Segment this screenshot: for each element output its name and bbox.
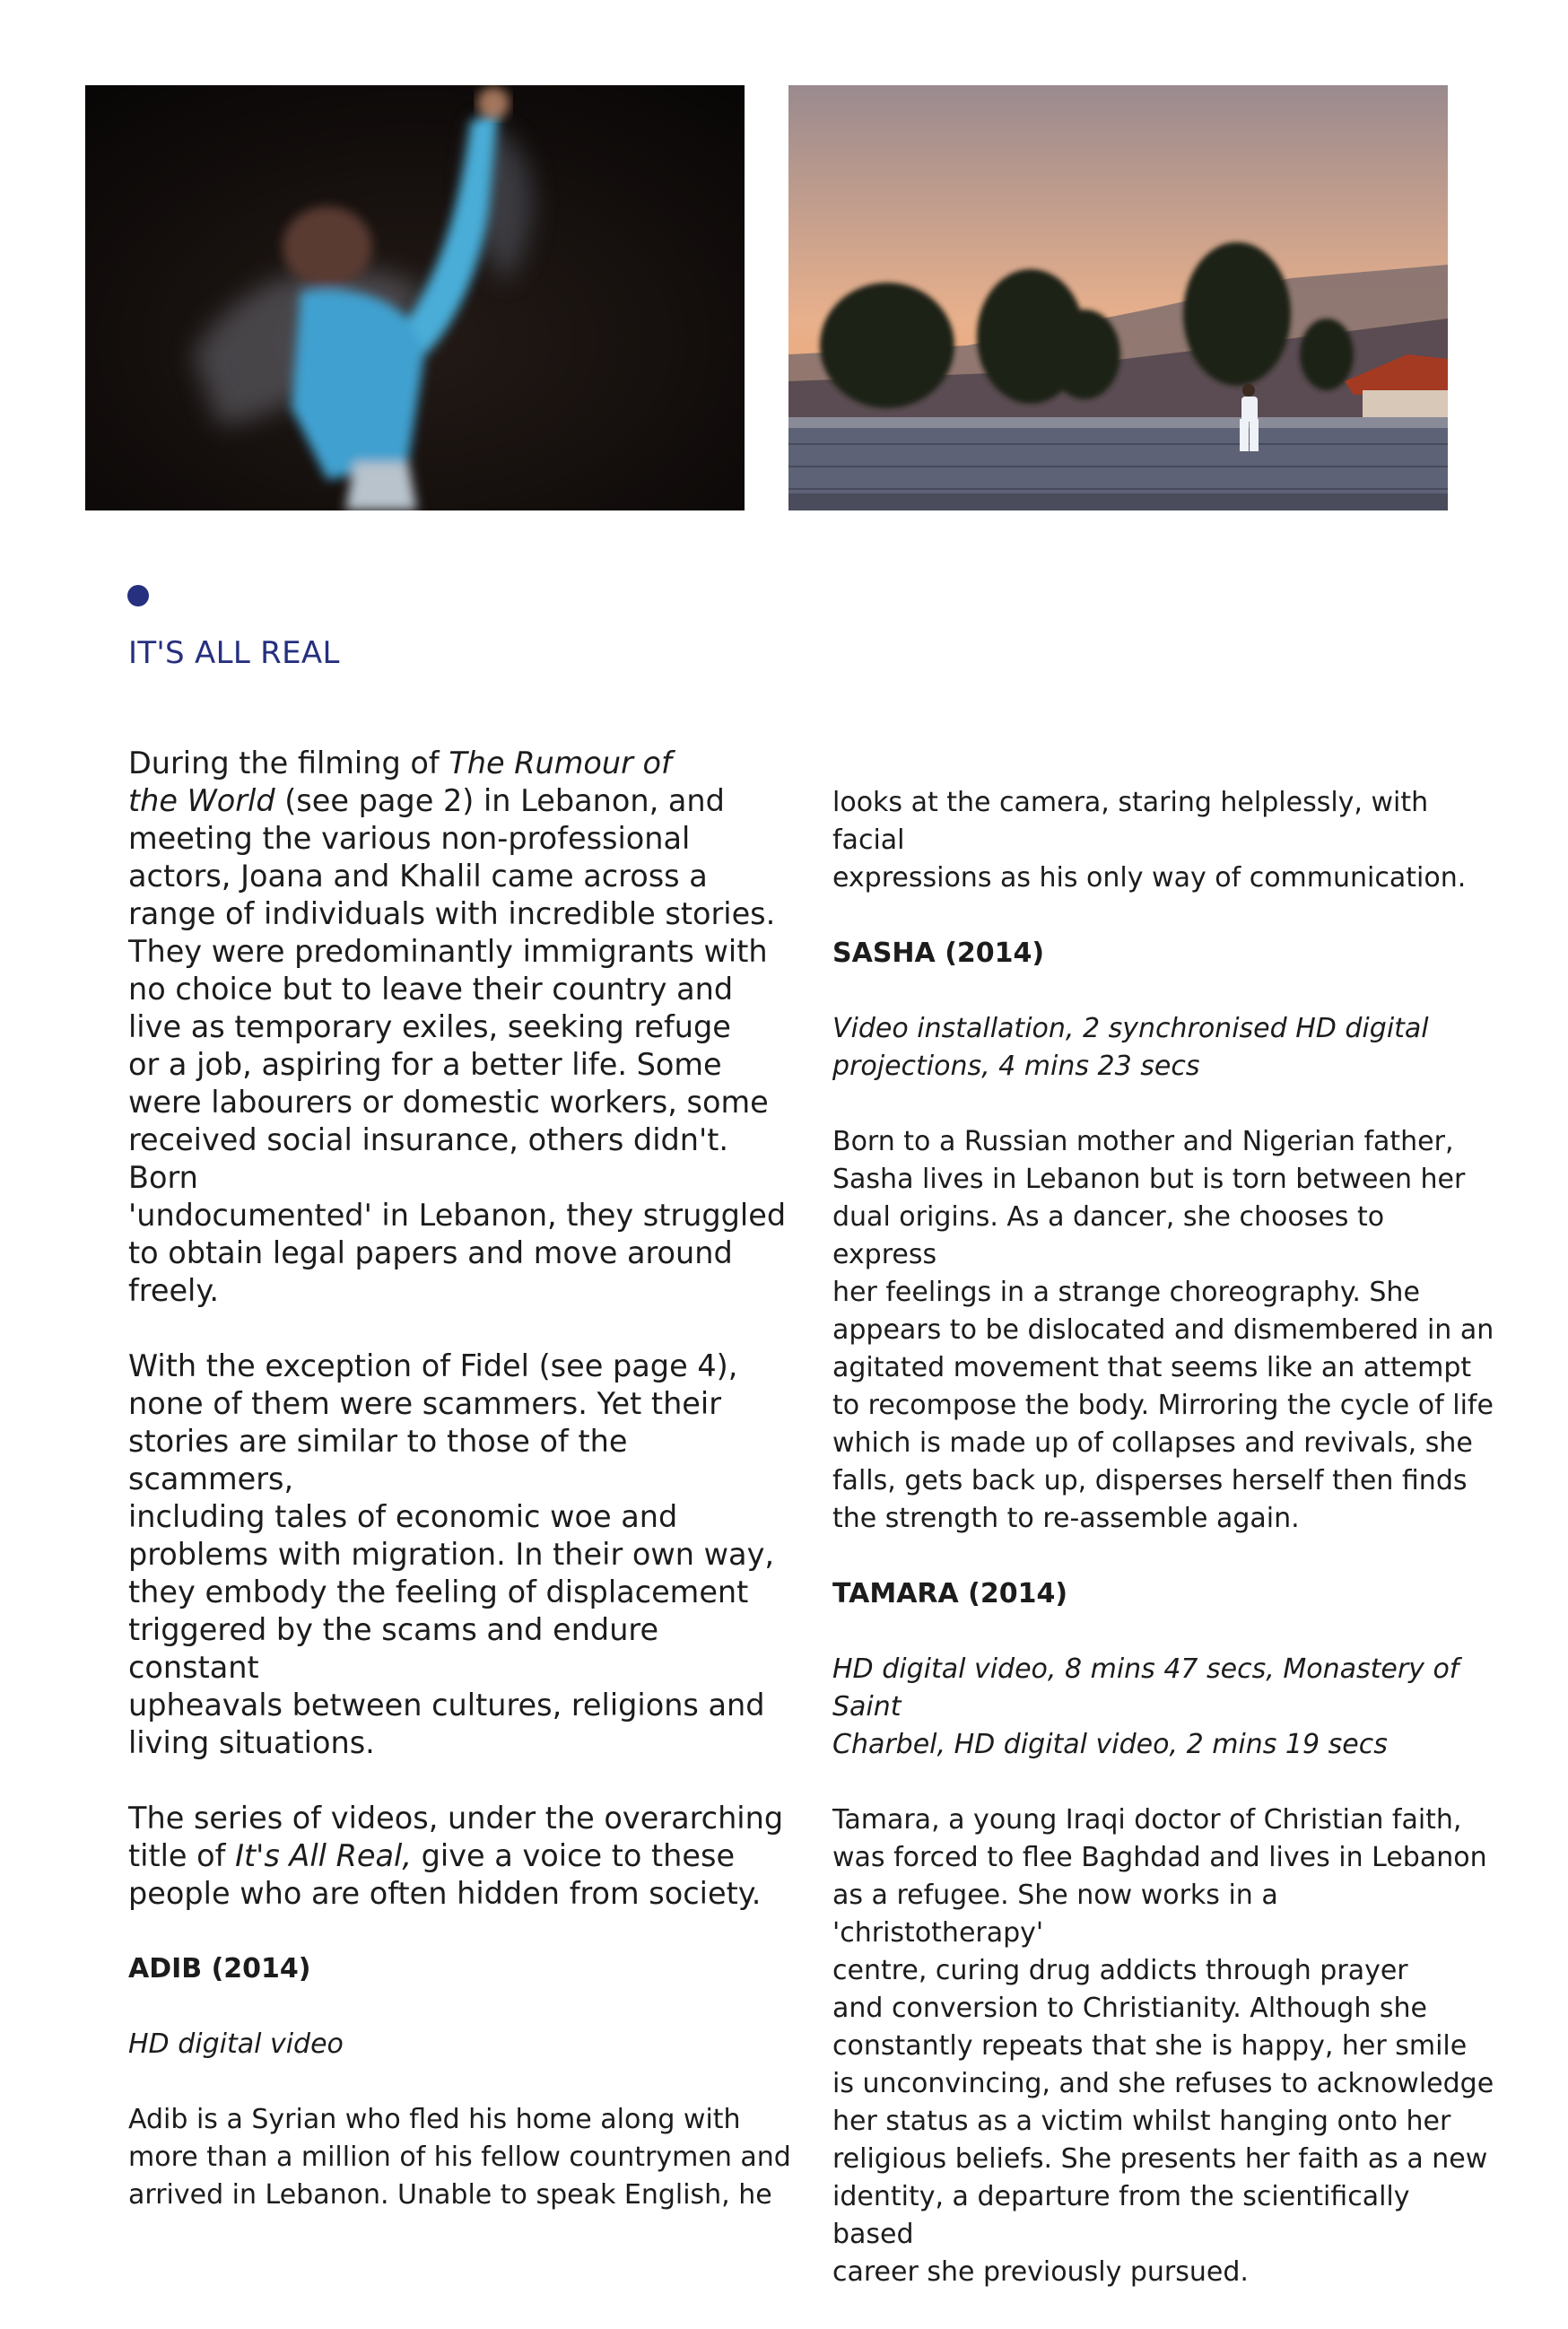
- adib-text: Adib is a Syrian who fled his home along with more than a million of his fellow countrymen and arrived in Lebanon. Unable to speak English, he: [128, 2104, 791, 2211]
- intro-paragraph-3: The series of videos, under the overarching title of It's All Real, give a voice to these people who are often hidden from society.: [128, 1801, 784, 1911]
- film-title: The Rumour of the World: [128, 746, 672, 818]
- tamara-medium: HD digital video, 8 mins 47 secs, Monastery of Saint Charbel, HD digital video, 2 mins 19 secs: [832, 1653, 1459, 1760]
- sasha-medium: Video installation, 2 synchronised HD digital projections, 4 mins 23 secs: [832, 1013, 1429, 1082]
- left-column: [128, 745, 792, 2252]
- tamara-text: Tamara, a young Iraqi doctor of Christian faith, was forced to flee Baghdad and lives in Lebanon as a refugee. She now works in a 'christotherapy' centre, curing drug addicts through prayer and conversion to Christianity. Although she constantly repeats that she is happy, her smile is unconvincing, and she refuses to acknowledge her status as a victim whilst hanging onto her religious beliefs. She presents her faith as a new identity, a departure from the scientifically based career she previously pursued.: [832, 1804, 1494, 2288]
- series-title: It's All Real,: [235, 1838, 412, 1873]
- sunset-landscape-photo: [788, 85, 1448, 510]
- adib-text-continued: looks at the camera, staring helplessly, with facial expressions as his only way of communication.: [832, 787, 1467, 894]
- section-heading: IT'S ALL REAL: [128, 635, 340, 671]
- adib-title: ADIB (2014): [128, 1953, 311, 1984]
- right-column: [832, 784, 1496, 2329]
- dancer-photo: [85, 85, 745, 510]
- dancer-photo-icon: [85, 85, 745, 510]
- intro-paragraph-1: During the filming of The Rumour of the World (see page 2) in Lebanon, and meeting the various non-professional actors, Joana and Khalil came across a range of individuals with incredible stories. They were predominantly immigrants with no choice but to leave their country and live as temporary exiles, seeking refuge or a job, aspiring for a better life. Some were labourers or domestic workers, some received social insurance, others didn't. Born 'undocumented' in Lebanon, they struggled to obtain legal papers and move around freely.: [128, 746, 787, 1308]
- sasha-title: SASHA (2014): [832, 938, 1045, 969]
- adib-medium: HD digital video: [128, 2028, 344, 2060]
- sunset-landscape-icon: [788, 85, 1448, 510]
- section-bullet: [127, 585, 149, 606]
- tamara-title: TAMARA (2014): [832, 1578, 1068, 1609]
- intro-paragraph-2: With the exception of Fidel (see page 4), none of them were scammers. Yet their stories are similar to those of the scammers, including tales of economic woe and problems with migration. In their own way, they embody the feeling of displacement triggered by the scams and endure constant upheavals between cultures, religions and living situations.: [128, 1348, 775, 1760]
- sasha-text: Born to a Russian mother and Nigerian father, Sasha lives in Lebanon but is torn between her dual origins. As a dancer, she chooses to express her feelings in a strange choreography. She appears to be dislocated and dismembered in an agitated movement that seems like an attempt to recompose the body. Mirroring the cycle of life which is made up of collapses and revivals, she falls, gets back up, disperses herself then finds the strength to re-assemble again.: [832, 1126, 1494, 1534]
